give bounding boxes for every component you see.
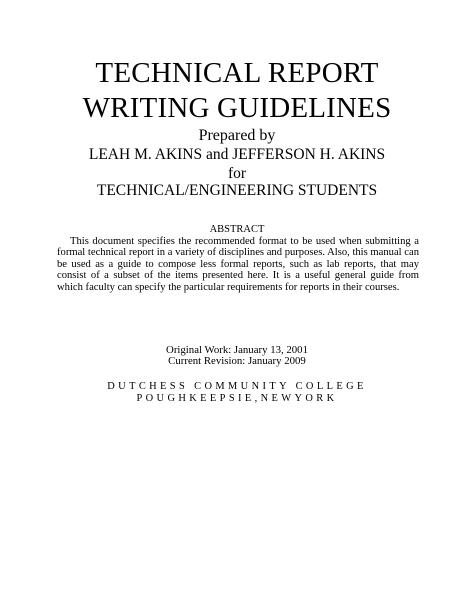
audience: TECHNICAL/ENGINEERING STUDENTS <box>96 182 378 199</box>
abstract-heading: ABSTRACT <box>209 224 265 235</box>
document-title-line-2: WRITING GUIDELINES <box>82 92 392 124</box>
original-work-date: Original Work: January 13, 2001 <box>166 344 308 356</box>
prepared-by-label: Prepared by <box>198 127 276 144</box>
for-label: for <box>227 165 247 182</box>
current-revision-date: Current Revision: January 2009 <box>168 355 306 367</box>
document-title-line-1: TECHNICAL REPORT <box>95 57 379 89</box>
authors: LEAH M. AKINS and JEFFERSON H. AKINS <box>88 146 386 163</box>
abstract-text: This document specifies the recommended format to be used when submitting a formal technical report in a variety of disciplines and purposes. Also, this manual can be used as a guide to compose less formal reports, such as lab reports, that may consist of a subset of the items presented here. It is a useful general guide from which faculty can specify the particular requirements for reports in their courses. <box>57 236 419 293</box>
college-location: POUGHKEEPSIE,NEWYORK <box>136 393 338 404</box>
college-name: DUTCHESS COMMUNITY COLLEGE <box>107 381 367 392</box>
